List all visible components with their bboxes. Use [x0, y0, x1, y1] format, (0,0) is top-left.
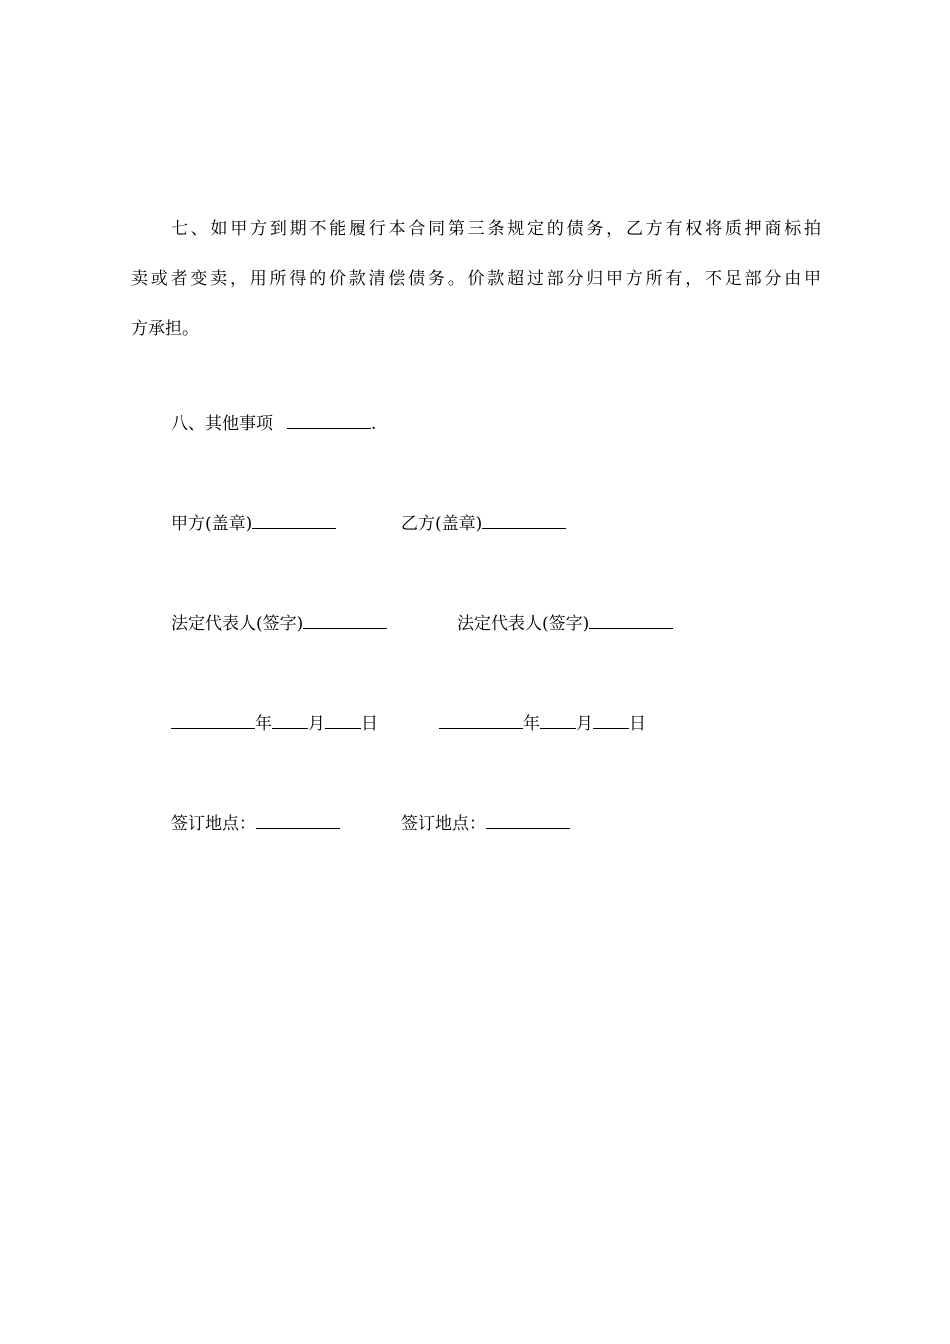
- clause-eight-suffix: .: [371, 414, 377, 434]
- clause-eight-label: 八、其他事项: [171, 414, 273, 434]
- party-a-representative-label: 法定代表人(签字): [171, 614, 304, 634]
- party-b-month-blank[interactable]: [540, 712, 576, 729]
- party-a-seal-blank[interactable]: [252, 512, 336, 529]
- party-b-day-blank[interactable]: [593, 712, 629, 729]
- party-a-place-blank[interactable]: [256, 812, 340, 829]
- party-a-seal-line: [171, 512, 336, 536]
- party-a-month-label: 月: [308, 714, 325, 734]
- party-a-place-label: 签订地点：: [171, 814, 256, 834]
- clause-eight: [171, 412, 376, 436]
- party-b-day-label: 日: [629, 714, 646, 734]
- party-b-seal-label: 乙方(盖章): [401, 514, 483, 534]
- clause-seven-line-2: 卖或者变卖，用所得的价款清偿债务。价款超过部分归甲方所有，不足部分由甲: [131, 269, 821, 289]
- party-b-date-line: [439, 712, 646, 736]
- party-b-year-blank[interactable]: [439, 712, 523, 729]
- party-a-place-line: [171, 812, 340, 836]
- party-a-representative-blank[interactable]: [303, 612, 387, 629]
- clause-seven: [131, 204, 821, 354]
- party-a-day-label: 日: [361, 714, 378, 734]
- party-a-date-line: [171, 712, 378, 736]
- party-a-month-blank[interactable]: [272, 712, 308, 729]
- clause-seven-line-1: 七、如甲方到期不能履行本合同第三条规定的债务，乙方有权将质押商标拍: [171, 219, 821, 239]
- other-matters-blank[interactable]: [287, 412, 371, 429]
- party-b-year-label: 年: [523, 714, 540, 734]
- party-a-seal-label: 甲方(盖章): [171, 514, 253, 534]
- party-b-place-line: [401, 812, 570, 836]
- party-b-representative-blank[interactable]: [589, 612, 673, 629]
- party-a-representative-line: [171, 612, 387, 636]
- party-a-day-blank[interactable]: [325, 712, 361, 729]
- party-b-month-label: 月: [576, 714, 593, 734]
- party-b-place-blank[interactable]: [486, 812, 570, 829]
- party-a-year-blank[interactable]: [171, 712, 255, 729]
- clause-seven-line-3: 方承担。: [131, 319, 199, 339]
- party-b-representative-line: [457, 612, 673, 636]
- party-b-representative-label: 法定代表人(签字): [457, 614, 590, 634]
- party-b-seal-line: [401, 512, 566, 536]
- party-b-seal-blank[interactable]: [482, 512, 566, 529]
- party-a-year-label: 年: [255, 714, 272, 734]
- party-b-place-label: 签订地点：: [401, 814, 486, 834]
